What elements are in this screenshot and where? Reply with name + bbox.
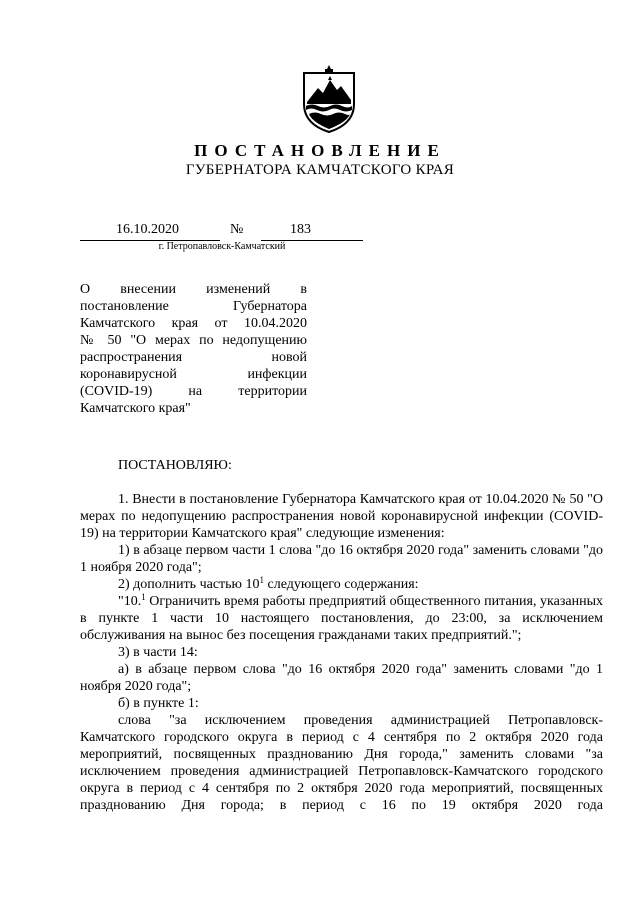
- superscript: 1: [141, 592, 146, 602]
- subject-line: Камчатского края": [80, 401, 191, 416]
- document-number: 183: [290, 222, 311, 237]
- subject-line: № 50 "О мерах по недопущению: [80, 333, 307, 348]
- document-title: ПОСТАНОВЛЕНИЕ: [194, 141, 446, 160]
- date-field: [80, 222, 220, 241]
- document-body: [80, 491, 603, 814]
- number-sign: №: [230, 222, 244, 237]
- document-subtitle: ГУБЕРНАТОРА КАМЧАТСКОГО КРАЯ: [185, 162, 455, 178]
- subject-line: постановление Губернатора: [80, 299, 307, 314]
- paragraph: [80, 593, 603, 644]
- paragraph-text: "10.: [118, 594, 142, 609]
- subject-line: распространения новой: [80, 350, 307, 365]
- paragraph-text: Ограничить время работы предприятий общественного питания, указанных в пункте 1 части 10 настоящего постановления, до 23:00, за исключением обслуживания на вынос без посещения гражданами таких предприятий.";: [80, 594, 603, 643]
- superscript: 1: [259, 575, 264, 585]
- subject-line: (COVID-19) на территории: [80, 384, 307, 399]
- city-line: г. Петропавловск-Камчатский: [158, 241, 286, 252]
- document-subject: [80, 281, 307, 417]
- paragraph: 3) в части 14:: [118, 645, 198, 660]
- document-date: 16.10.2020: [116, 222, 179, 237]
- subject-line: Камчатского края от 10.04.2020: [80, 316, 307, 331]
- resolve-heading: ПОСТАНОВЛЯЮ:: [118, 458, 232, 473]
- paragraph: а) в абзаце первом слова "до 16 октября 2020 года" заменить словами "до 1 ноября 2020 года";: [80, 662, 603, 694]
- paragraph-text: следующего содержания:: [264, 577, 419, 592]
- paragraph: 1. Внести в постановление Губернатора Камчатского края от 10.04.2020 № 50 "О мерах по недопущению распространения новой коронавирусной инфекции (COVID-19) на территории Камчатского края" следующие изменения:: [80, 492, 603, 541]
- number-field: [261, 222, 363, 241]
- subject-line: О внесении изменений в: [80, 282, 307, 297]
- kamchatka-coat-of-arms-icon: [300, 62, 358, 134]
- subject-line: коронавирусной инфекции: [80, 367, 307, 382]
- paragraph: б) в пункте 1:: [118, 696, 199, 711]
- paragraph: слова "за исключением проведения администрацией Петропавловск-Камчатского городского округа в период с 4 сентября по 2 октября 2020 года мероприятий, посвященных празднованию Дня города," заменить словами "за исключением проведения администрацией Петропавловск-Камчатского городского округа в период с 4 сентября по 2 октября 2020 года мероприятий, посвященных празднованию Дня города; в период с 16 по 19 октября 2020 года: [80, 713, 603, 813]
- paragraph: 1) в абзаце первом части 1 слова "до 16 октября 2020 года" заменить словами "до 1 ноября 2020 года";: [80, 543, 603, 575]
- paragraph: [80, 576, 603, 593]
- paragraph-text: 2) дополнить частью 10: [118, 577, 260, 592]
